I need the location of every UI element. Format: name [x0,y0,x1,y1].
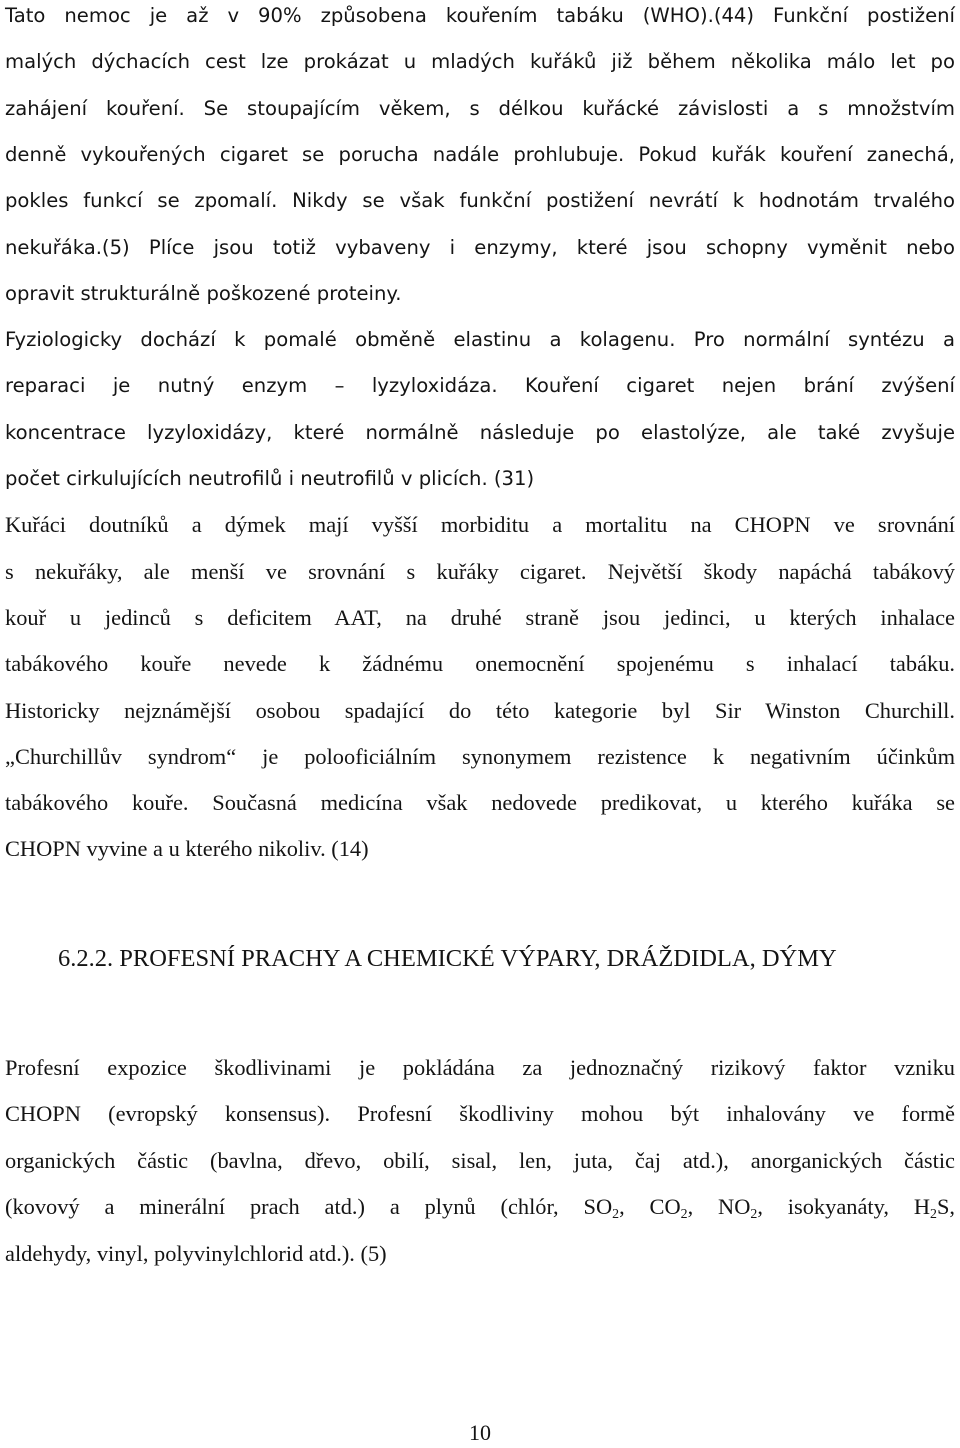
subscript: 2 [930,1206,937,1222]
text-fragment: (kovový a minerální prach atd.) a plynů (chlór, SO [5,1194,613,1219]
text-line: Kuřáci doutníků a dýmek mají vyšší morbiditu a mortalitu na CHOPN ve srovnání [5,512,955,537]
text-line: opravit strukturálně poškozené proteiny. [5,282,402,305]
text-line: „Churchillův syndrom“ je polooficiálním synonymem rezistence k negativním účinkům [5,744,955,769]
text-line: Tato nemoc je až v 90% způsobena kouřením tabáku (WHO).(44) Funkční postižení [5,4,955,27]
text-line: organických částic (bavlna, dřevo, obilí, sisal, len, juta, čaj atd.), anorganických částic [5,1148,955,1173]
text-line: tabákového kouře nevede k žádnému onemocnění spojenému s inhalací tabáku. [5,651,955,676]
text-line: zahájení kouření. Se stoupajícím věkem, s délkou kuřácké závislosti a s množstvím [5,97,955,120]
text-line-gases [5,1191,955,1223]
text-fragment: , NO [687,1194,751,1219]
text-line: pokles funkcí se zpomalí. Nikdy se však funkční postižení nevrátí k hodnotám trvalého [5,189,955,212]
text-fragment: S, [936,1194,955,1219]
subscript: 2 [680,1206,688,1222]
text-line: denně vykouřených cigaret se porucha nadále prohlubuje. Pokud kuřák kouření zanechá, [5,143,955,166]
text-line: nekuřáka.(5) Plíce jsou totiž vybaveny i enzymy, které jsou schopny vyměnit nebo [5,236,955,259]
page-number: 10 [469,1420,491,1445]
text-line: CHOPN vyvine a u kterého nikoliv. (14) [5,836,369,861]
text-line: počet cirkulujících neutrofilů i neutrofilů v plicích. (31) [5,467,535,490]
text-line: Fyziologicky dochází k pomalé obměně elastinu a kolagenu. Pro normální syntézu a [5,328,955,351]
section-heading: 6.2.2. PROFESNÍ PRACHY A CHEMICKÉ VÝPARY, DRÁŽDIDLA, DÝMY [58,945,837,972]
text-fragment: , isokyanáty, H [757,1194,930,1219]
text-line: reparaci je nutný enzym – lyzyloxidáza. Kouření cigaret nejen brání zvýšení [5,374,955,397]
text-fragment: , CO [619,1194,681,1219]
text-line: malých dýchacích cest lze prokázat u mladých kuřáků již během několika málo let po [5,50,955,73]
text-line: aldehydy, vinyl, polyvinylchlorid atd.). (5) [5,1241,387,1266]
subscript: 2 [612,1206,620,1222]
text-line: kouř u jedinců s deficitem AAT, na druhé straně jsou jedinci, u kterých inhalace [5,605,955,630]
subscript: 2 [750,1206,758,1222]
text-line: koncentrace lyzyloxidázy, které normálně následuje po elastolýze, ale také zvyšuje [5,421,955,444]
text-line: CHOPN (evropský konsensus). Profesní škodliviny mohou být inhalovány ve formě [5,1101,955,1126]
text-line: s nekuřáky, ale menší ve srovnání s kuřáky cigaret. Největší škody napáchá tabákový [5,559,955,584]
text-line: Historicky nejznámější osobou spadající do této kategorie byl Sir Winston Churchill. [5,698,955,723]
text-line: tabákového kouře. Současná medicína však nedovede predikovat, u kterého kuřáka se [5,790,955,815]
text-line: Profesní expozice škodlivinami je pokládána za jednoznačný rizikový faktor vzniku [5,1055,955,1080]
